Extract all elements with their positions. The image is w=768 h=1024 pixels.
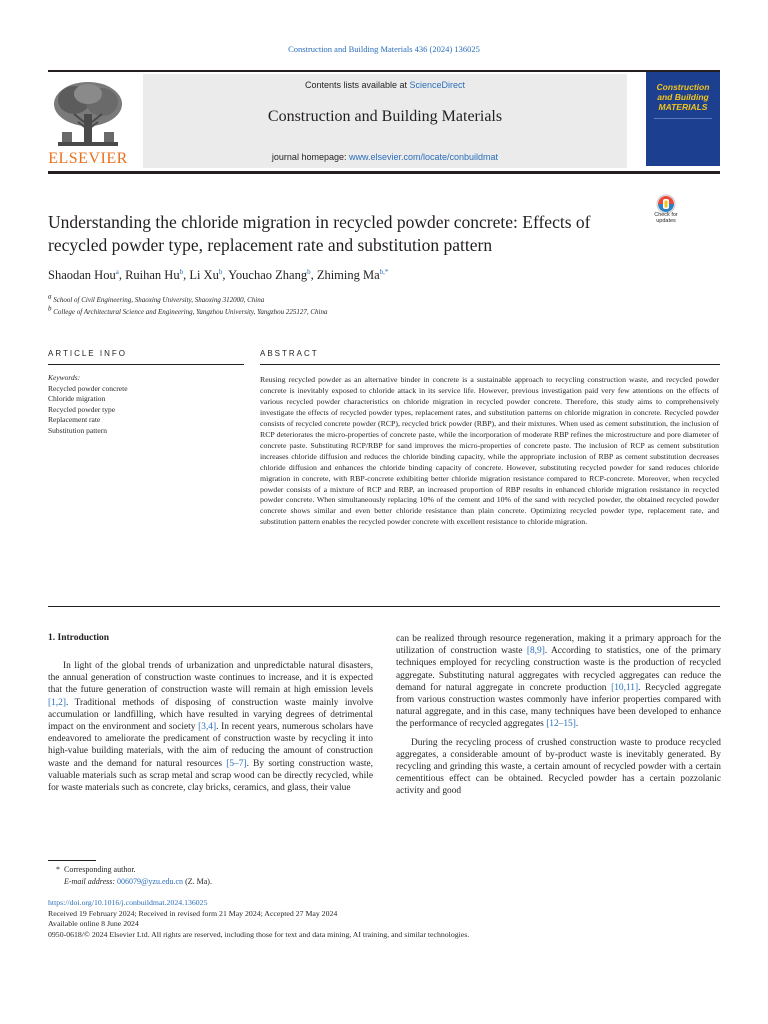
sciencedirect-link[interactable]: ScienceDirect <box>409 80 466 90</box>
text-run: . By sorting construction waste, valuable materials such as scrap metal and scrap wood can be directly recycled, while for waste materials such as concrete, clay bricks, ceramics, and glass, their value <box>48 758 373 794</box>
email-label: E-mail address: <box>64 877 116 886</box>
cover-decoration <box>654 118 712 159</box>
affiliation <box>48 292 688 304</box>
text-run: . In recent years, numerous scholars have endeavored to ameliorate the predicament of construction waste by recycling it into high-value building materials, with the aim of reducing the amount of construction waste and the demand for natural resources <box>48 722 373 769</box>
body-paragraph <box>396 633 721 731</box>
section-rule <box>48 364 244 365</box>
keyword: Chloride migration <box>48 394 106 404</box>
article-title: Understanding the chloride migration in recycled powder concrete: Effects of recycled powder type, replacement rate and substitution pattern <box>48 212 591 255</box>
footnote-mark: * <box>56 865 60 874</box>
author-name[interactable]: Youchao Zhang <box>228 268 308 282</box>
crossmark-label-line-2: updates <box>656 218 676 224</box>
keywords-block <box>48 373 244 437</box>
text-run: . Traditional methods of disposing of construction waste mainly involve accumulation or landfilling, which have resulted in varying degrees of detrimental impact on the environment and society <box>48 697 373 733</box>
email-link[interactable]: 006079@yzu.edu.cn <box>117 877 184 886</box>
author-name[interactable]: Zhiming Ma <box>316 268 380 282</box>
cover-title-line-2: and Building <box>657 92 709 102</box>
footnotes <box>48 864 728 888</box>
author-affiliation-mark[interactable]: a <box>115 267 119 276</box>
section-rule <box>260 364 720 365</box>
keyword: Recycled powder concrete <box>48 383 128 393</box>
body-column-right <box>396 633 721 798</box>
masthead-bottom-rule <box>48 171 720 174</box>
author-name[interactable]: Ruihan Hu <box>125 268 180 282</box>
author-affiliation-mark[interactable]: b <box>179 267 184 276</box>
section-rule <box>48 606 720 607</box>
doi-link[interactable]: https://doi.org/10.1016/j.conbuildmat.2024.136025 <box>48 898 208 907</box>
citation-link[interactable]: [1,2] <box>48 697 66 708</box>
affiliation-mark: b <box>48 304 52 313</box>
body-paragraph <box>48 660 373 794</box>
affiliation-text: College of Architectural Science and Engineering, Yangzhou University, Yangzhou 225127, China <box>53 308 328 316</box>
body-paragraph: During the recycling process of crushed construction waste to produce recycled aggregates, a considerable amount of by-product waste is inevitably generated. By recycling and grinding this waste, a certain amount of recycled powder with a certain cementitious effect can be obtained. Recycled powder has a certain pozzolanic activity and good <box>396 737 721 797</box>
cover-title-line-1: Construction <box>656 82 710 92</box>
affiliation-mark: a <box>48 292 52 301</box>
journal-reference[interactable]: Construction and Building Materials 436 (2024) 136025 <box>288 44 480 54</box>
cover-title <box>646 82 720 112</box>
author-affiliation-mark[interactable]: b <box>307 267 311 276</box>
email-note <box>48 876 728 888</box>
article-info-heading: ARTICLE INFO <box>48 349 127 358</box>
journal-cover-image[interactable] <box>646 72 720 166</box>
contents-line <box>143 80 627 90</box>
keyword: Replacement rate <box>48 415 101 425</box>
citation-link[interactable]: [10,11] <box>611 682 639 693</box>
homepage-line <box>143 152 627 162</box>
affiliation <box>48 304 688 316</box>
contents-prefix: Contents lists available at <box>304 80 410 90</box>
author-name[interactable]: Li Xu <box>189 268 219 282</box>
received-dates: Received 19 February 2024; Received in revised form 21 May 2024; Accepted 27 May 2024 <box>48 908 338 918</box>
abstract-text: Reusing recycled powder as an alternative binder in concrete is a sustainable approach to recycling construction waste, and recycled powder concrete is inevitably exposed to chloride attack in its service life. However, previous investigation paid very few attentions on the effects of various recycled powder characteristics on chloride migration in recycled powder concrete. Therefore, this study aims to comprehensively investigate the effects of recycled powder types, replacement rates, and substitution patterns on chloride migration in concrete. Recycled powder consists of recycled concrete powder (RCP), recycled brick powder (RBP), and their mixtures. When used as cement substitution, the inclusion of RCP deteriorates the micro-properties of concrete paste, while the incorporation of moderate RBP refines the microstructure and pore diameter of concrete paste. Substituting RCP/RBP for sand improves the micro-properties of concrete paste. The inclusion of RCP as cement substitution increases chloride diffusion and reduces the chloride binding capacity, while the appropriate inclusion of RBP as cement substitution decreases chloride diffusion and enhances the chloride binding capacity of concrete. However, substituting recycled powder for sand reduces chloride migration in concrete, with RBP-concrete exhibiting better chloride migration resistance compared to RCP-concrete. Moreover, when recycled powder consists of a mixture of RCP and RBP, an increased proportion of RBP results in enhanced chloride migration resistance in recycled powder concrete. When simultaneously replacing 10% of the cement and 10% of the sand with recycled powder, the obtained recycled powder concrete shows similar and even better chloride resistance than plain concrete. Optimizing recycled powder type, replacement rate, and substitution pattern enables the recycled powder concrete with excellent resistance to chloride migration. <box>260 375 719 527</box>
homepage-link[interactable]: www.elsevier.com/locate/conbuildmat <box>348 152 499 162</box>
publisher-name: ELSEVIER <box>48 150 128 167</box>
abstract-heading: ABSTRACT <box>260 349 319 358</box>
crossmark-label-line-1: Check for <box>654 212 678 218</box>
corresponding-author-note <box>48 864 728 876</box>
copyright: 0950-0618/© 2024 Elsevier Ltd. All rights are reserved, including those for text and data mining, AI training, and similar technologies. <box>48 929 470 939</box>
crossmark-label <box>644 212 688 224</box>
cover-title-line-3: MATERIALS <box>658 102 708 112</box>
citation-link[interactable]: [5–7] <box>226 758 247 769</box>
author-name[interactable]: Shaodan Hou <box>48 268 116 282</box>
author-affiliation-mark[interactable]: b <box>218 267 223 276</box>
masthead-top-rule <box>48 70 720 72</box>
footnote-text: Corresponding author. <box>64 865 136 874</box>
footnote-rule <box>48 860 96 861</box>
keyword: Substitution pattern <box>48 425 107 435</box>
affiliation-text: School of Civil Engineering, Shaoxing University, Shaoxing 312000, China <box>53 296 265 304</box>
text-run: . According to statistics, one of the primary techniques employed for recycling construction waste is the production of recycled aggregate. Substituting natural aggregates with recycled aggregates can reduce the demand for natural aggregate in concrete production <box>396 646 721 693</box>
citation-link[interactable]: [8,9] <box>526 646 545 657</box>
author-affiliation-mark[interactable]: b,* <box>379 267 389 276</box>
available-online: Available online 8 June 2024 <box>48 919 139 928</box>
author-list: Shaodan Hou$^a$, Ruihan Hu$^b$, Li Xu$^b$, Youchao Zhang$^b$, Zhiming $Ma^{b,*}$ <box>48 267 389 282</box>
journal-name: Construction and Building Materials <box>267 108 503 125</box>
text-run: . <box>575 719 579 730</box>
citation-link[interactable]: [3,4] <box>198 722 217 733</box>
citation-link[interactable]: [12–15] <box>546 719 576 730</box>
text-run: In light of the global trends of urbanization and unpredictable natural disasters, the annual generation of construction waste continues to increase, and it is expected that the future generation of construction waste will remain at high emission levels <box>48 661 373 696</box>
body-column-left <box>48 660 373 794</box>
keywords-label: Keywords: <box>48 373 81 382</box>
text-run: can be realized through resource regeneration, making it a primary approach for the utilization of construction waste <box>396 634 721 657</box>
publication-info <box>48 898 728 940</box>
keyword: Recycled powder type <box>48 404 116 414</box>
homepage-prefix: journal homepage: <box>271 152 349 162</box>
text-run: . Recycled aggregate from various construction wastes commonly have inferior properties compared with natural aggregate, and in this case, many techniques have been developed to enhance the performance of recycled aggregates <box>396 682 721 730</box>
section-heading: 1. Introduction <box>48 633 110 643</box>
email-suffix: (Z. Ma). <box>183 877 212 886</box>
